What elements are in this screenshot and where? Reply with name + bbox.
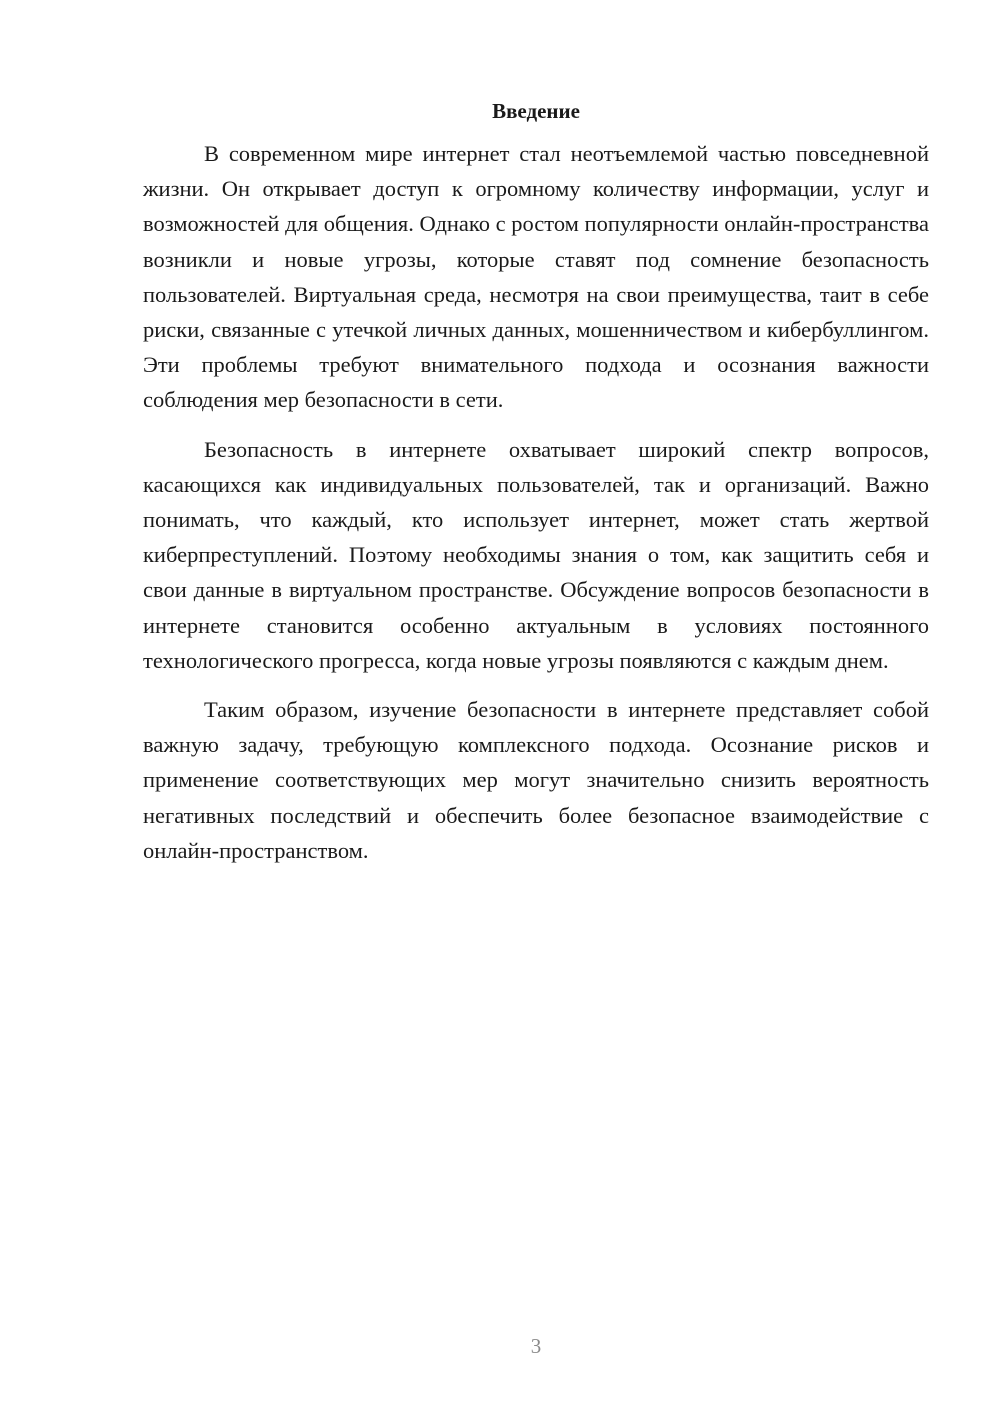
paragraph-2: Безопасность в интернете охватывает широкий спектр вопросов, касающихся как индивидуальных пользователей, так и организаций. Важно понимать, что каждый, кто использует интернет, может стать жертвой киберпреступлений. Поэтому необходимы знания о том, как защитить себя и свои данные в виртуальном пространстве. Обсуждение вопросов безопасности в интернете становится особенно актуальным в условиях постоянного технологического прогресса, когда новые угрозы появляются с каждым днем. bbox=[143, 436, 929, 673]
paragraph-1: В современном мире интернет стал неотъемлемой частью повседневной жизни. Он открывает доступ к огромному количеству информации, услуг и возможностей для общения. Однако с ростом популярности онлайн-пространства возникли и новые угрозы, которые ставят под сомнение безопасность пользователей. Виртуальная среда, несмотря на свои преимущества, таит в себе риски, связанные с утечкой личных данных, мошенничеством и кибербуллингом. Эти проблемы требуют внимательного подхода и осознания важности соблюдения мер безопасности в сети. bbox=[143, 141, 929, 413]
paragraph-3: Таким образом, изучение безопасности в интернете представляет собой важную задачу, требующую комплексного подхода. Осознание рисков и применение соответствующих мер могут значительно снизить вероятность негативных последствий и обеспечить более безопасное взаимодействие с онлайн-пространством. bbox=[143, 697, 929, 863]
section-title: Введение bbox=[492, 99, 580, 123]
page-number: 3 bbox=[530, 1334, 542, 1358]
page-body bbox=[143, 96, 929, 882]
